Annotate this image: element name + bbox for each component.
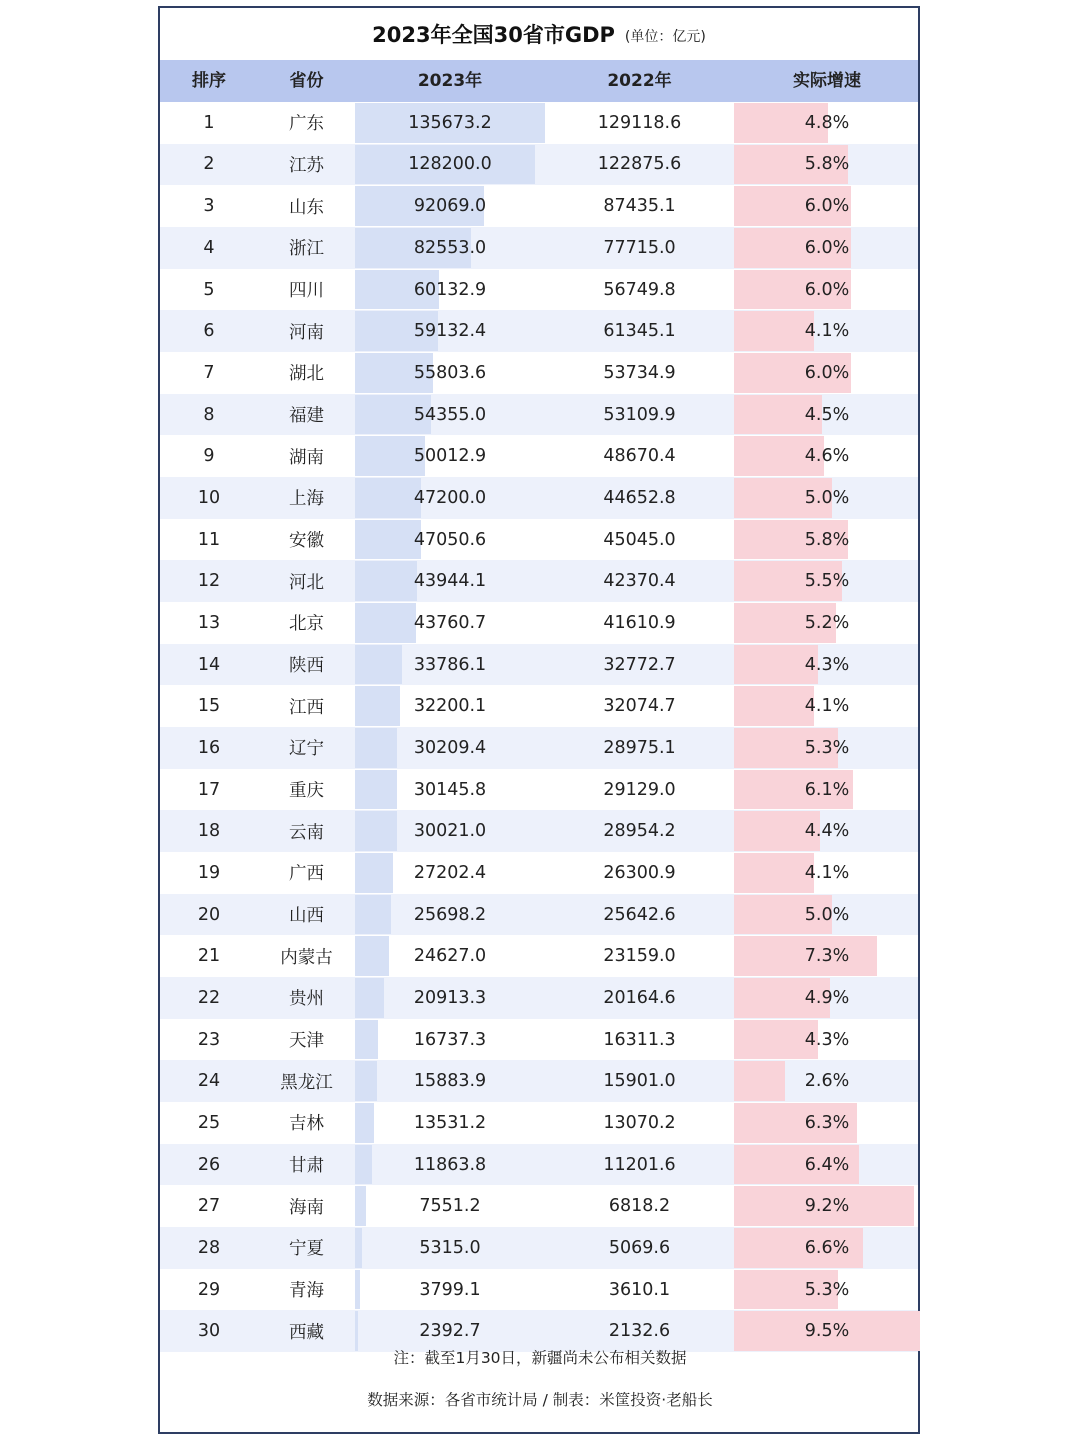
- rank-cell: 30: [197, 1321, 221, 1342]
- table-row: [160, 227, 918, 269]
- growth-cell: 5.3%: [804, 737, 850, 758]
- gdp-2023-cell: 32200.1: [413, 696, 487, 717]
- growth-cell: 6.3%: [804, 1112, 850, 1133]
- rank-cell: 15: [197, 696, 221, 717]
- gdp-2022-cell: 122875.6: [597, 154, 682, 175]
- gdp-2022-cell: 15901.0: [603, 1071, 676, 1092]
- growth-cell: 5.0%: [804, 487, 850, 508]
- table-row: [160, 644, 918, 686]
- gdp-2023-cell: 7551.2: [419, 1196, 481, 1217]
- table-title: 2023年全国30省市GDP: [372, 23, 615, 47]
- gdp-2023-cell: 30145.8: [413, 779, 487, 800]
- province-cell: 内蒙古: [280, 947, 333, 968]
- table-row: [160, 894, 918, 936]
- province-cell: 江西: [289, 697, 324, 718]
- gdp-2023-cell: 11863.8: [413, 1154, 487, 1175]
- province-cell: 重庆: [289, 781, 324, 802]
- table-row: [160, 1144, 918, 1186]
- growth-cell: 4.8%: [804, 112, 850, 133]
- gdp-2022-cell: 45045.0: [603, 529, 676, 550]
- table-row: [160, 352, 918, 394]
- gdp-2023-cell: 30021.0: [413, 821, 487, 842]
- table-row: [160, 977, 918, 1019]
- rank-cell: 17: [197, 779, 221, 800]
- province-cell: 西藏: [289, 1322, 324, 1343]
- growth-cell: 6.6%: [804, 1237, 850, 1258]
- table-unit: (单位：亿元): [624, 29, 706, 45]
- gdp-2022-cell: 42370.4: [603, 571, 676, 592]
- gdp-2023-cell: 47050.6: [413, 529, 487, 550]
- gdp-2022-cell: 87435.1: [603, 196, 676, 217]
- rank-cell: 1: [203, 112, 215, 133]
- gdp-2023-cell: 60132.9: [413, 279, 487, 300]
- growth-cell: 2.6%: [804, 1071, 850, 1092]
- growth-cell: 6.1%: [804, 779, 850, 800]
- rank-cell: 20: [197, 904, 221, 925]
- rank-cell: 16: [197, 737, 221, 758]
- table-row: [160, 435, 918, 477]
- gdp-2022-cell: 41610.9: [603, 612, 676, 633]
- province-cell: 青海: [289, 1281, 324, 1302]
- province-cell: 甘肃: [289, 1156, 324, 1177]
- province-cell: 广东: [289, 114, 324, 135]
- rank-cell: 19: [197, 862, 221, 883]
- province-cell: 广西: [289, 864, 324, 885]
- table-row: [160, 1060, 918, 1102]
- table-row: [160, 185, 918, 227]
- header-rank: 排序: [192, 71, 226, 91]
- gdp-2023-cell: 27202.4: [413, 862, 487, 883]
- growth-cell: 5.0%: [804, 904, 850, 925]
- rank-cell: 18: [197, 821, 221, 842]
- gdp-2023-cell: 20913.3: [413, 987, 487, 1008]
- rank-cell: 10: [197, 487, 221, 508]
- table-row: [160, 602, 918, 644]
- gdp-2023-cell: 30209.4: [413, 737, 487, 758]
- footnote: 注：截至1月30日，新疆尚未公布相关数据: [393, 1349, 687, 1367]
- rank-cell: 4: [203, 237, 215, 258]
- growth-cell: 4.1%: [804, 862, 850, 883]
- province-cell: 山西: [289, 906, 324, 927]
- growth-cell: 5.8%: [804, 529, 850, 550]
- rank-cell: 26: [197, 1154, 221, 1175]
- gdp-2022-cell: 32772.7: [603, 654, 676, 675]
- gdp-2022-cell: 5069.6: [608, 1237, 671, 1258]
- rank-cell: 11: [197, 529, 221, 550]
- rank-cell: 13: [197, 612, 221, 633]
- gdp-2022-cell: 61345.1: [603, 321, 676, 342]
- rank-cell: 9: [203, 446, 215, 467]
- growth-cell: 5.3%: [804, 1279, 850, 1300]
- table-row: [160, 1227, 918, 1269]
- gdp-2022-cell: 44652.8: [603, 487, 676, 508]
- table-row: [160, 269, 918, 311]
- gdp-2023-cell: 43944.1: [413, 571, 487, 592]
- rank-cell: 23: [197, 1029, 221, 1050]
- province-cell: 安徽: [289, 531, 324, 552]
- province-cell: 天津: [289, 1031, 324, 1052]
- gdp-2022-cell: 6818.2: [608, 1196, 671, 1217]
- table-row: [160, 519, 918, 561]
- gdp-2023-cell: 55803.6: [413, 362, 487, 383]
- gdp-2023-cell: 82553.0: [413, 237, 487, 258]
- gdp-2022-cell: 23159.0: [603, 946, 676, 967]
- rank-cell: 3: [203, 196, 215, 217]
- province-cell: 黑龙江: [280, 1072, 333, 1093]
- growth-cell: 9.5%: [804, 1321, 850, 1342]
- gdp-2022-cell: 20164.6: [603, 987, 676, 1008]
- growth-cell: 5.5%: [804, 571, 850, 592]
- gdp-2023-cell: 3799.1: [419, 1279, 481, 1300]
- table-row: [160, 144, 918, 186]
- table-row: [160, 852, 918, 894]
- rank-cell: 2: [203, 154, 215, 175]
- table-row: [160, 685, 918, 727]
- gdp-2023-cell: 47200.0: [413, 487, 487, 508]
- gdp-2022-cell: 32074.7: [603, 696, 676, 717]
- gdp-2022-cell: 53109.9: [603, 404, 676, 425]
- header-gdp-2022: 2022年: [607, 71, 672, 91]
- rank-cell: 8: [203, 404, 215, 425]
- table-row: [160, 1269, 918, 1311]
- gdp-2022-cell: 26300.9: [603, 862, 676, 883]
- province-cell: 福建: [289, 406, 324, 427]
- header-province: 省份: [289, 71, 324, 91]
- growth-cell: 9.2%: [804, 1196, 850, 1217]
- province-cell: 浙江: [289, 239, 324, 260]
- gdp-2022-cell: 2132.6: [608, 1321, 671, 1342]
- rank-cell: 29: [197, 1279, 221, 1300]
- gdp-2023-cell: 43760.7: [413, 612, 487, 633]
- gdp-2022-cell: 11201.6: [603, 1154, 676, 1175]
- gdp-2023-cell: 92069.0: [413, 196, 487, 217]
- province-cell: 宁夏: [289, 1239, 324, 1260]
- province-cell: 河南: [289, 322, 324, 343]
- growth-cell: 4.4%: [804, 821, 850, 842]
- growth-cell: 4.6%: [804, 446, 850, 467]
- rank-cell: 12: [197, 571, 221, 592]
- gdp-2023-cell: 16737.3: [413, 1029, 487, 1050]
- gdp-2023-cell: 128200.0: [408, 154, 492, 175]
- rank-cell: 21: [197, 946, 221, 967]
- table-row: [160, 727, 918, 769]
- table-row: [160, 102, 918, 144]
- gdp-2023-cell: 59132.4: [413, 321, 487, 342]
- province-cell: 海南: [289, 1197, 324, 1218]
- rank-cell: 27: [197, 1196, 221, 1217]
- gdp-2023-cell: 13531.2: [413, 1112, 487, 1133]
- gdp-2023-cell: 135673.2: [408, 112, 492, 133]
- province-cell: 上海: [289, 489, 324, 510]
- data-source: 数据来源：各省市统计局 / 制表：米筐投资·老船长: [367, 1391, 713, 1409]
- gdp-2022-cell: 3610.1: [608, 1279, 671, 1300]
- table-row: [160, 1185, 918, 1227]
- gdp-2023-cell: 33786.1: [413, 654, 487, 675]
- table-title-bar: [160, 8, 918, 60]
- province-cell: 北京: [289, 614, 324, 635]
- growth-cell: 6.0%: [804, 237, 850, 258]
- province-cell: 四川: [289, 281, 324, 301]
- province-cell: 河北: [289, 572, 324, 593]
- province-cell: 山东: [289, 197, 324, 218]
- table-header: [160, 60, 918, 102]
- province-cell: 湖北: [289, 364, 324, 385]
- gdp-2022-cell: 29129.0: [603, 779, 676, 800]
- table-row: [160, 769, 918, 811]
- growth-cell: 6.4%: [804, 1154, 850, 1175]
- table-row: [160, 310, 918, 352]
- gdp-2022-cell: 77715.0: [603, 237, 676, 258]
- province-cell: 陕西: [289, 656, 324, 677]
- table-row: [160, 935, 918, 977]
- rank-cell: 7: [203, 362, 215, 383]
- rank-cell: 14: [197, 654, 221, 675]
- province-cell: 湖南: [289, 447, 324, 468]
- gdp-2023-cell: 2392.7: [419, 1321, 481, 1342]
- gdp-2023-cell: 24627.0: [413, 946, 487, 967]
- province-cell: 江苏: [289, 155, 324, 176]
- gdp-2022-cell: 13070.2: [603, 1112, 676, 1133]
- rank-cell: 22: [197, 987, 221, 1008]
- growth-cell: 4.9%: [804, 987, 850, 1008]
- growth-cell: 4.3%: [804, 654, 850, 675]
- gdp-2022-cell: 53734.9: [603, 362, 676, 383]
- gdp-2023-cell: 5315.0: [419, 1237, 481, 1258]
- rank-cell: 25: [197, 1112, 221, 1133]
- gdp-2022-cell: 28954.2: [603, 821, 676, 842]
- table-row: [160, 1102, 918, 1144]
- growth-cell: 5.2%: [804, 612, 850, 633]
- table-row: [160, 394, 918, 436]
- growth-cell: 4.1%: [804, 696, 850, 717]
- rank-cell: 5: [203, 279, 215, 300]
- growth-cell: 6.0%: [804, 279, 850, 300]
- gdp-2022-cell: 129118.6: [597, 112, 682, 133]
- province-cell: 吉林: [289, 1114, 324, 1135]
- growth-cell: 7.3%: [804, 946, 850, 967]
- header-gdp-2023: 2023年: [417, 71, 483, 91]
- growth-cell: 4.1%: [804, 321, 850, 342]
- growth-cell: 4.5%: [804, 404, 850, 425]
- gdp-2023-cell: 50012.9: [413, 446, 487, 467]
- growth-cell: 5.8%: [804, 154, 850, 175]
- table-row: [160, 560, 918, 602]
- gdp-2022-cell: 25642.6: [603, 904, 676, 925]
- gdp-2022-cell: 16311.3: [603, 1029, 676, 1050]
- rank-cell: 24: [197, 1071, 221, 1092]
- rank-cell: 28: [197, 1237, 221, 1258]
- gdp-2022-cell: 48670.4: [603, 446, 676, 467]
- table-row: [160, 477, 918, 519]
- province-cell: 云南: [289, 822, 324, 843]
- growth-cell: 4.3%: [804, 1029, 850, 1050]
- table-row: [160, 810, 918, 852]
- growth-cell: 6.0%: [804, 196, 850, 217]
- gdp-2023-cell: 25698.2: [413, 904, 487, 925]
- gdp-2022-cell: 56749.8: [603, 279, 676, 300]
- table-frame: [158, 6, 920, 1434]
- table-row: [160, 1019, 918, 1061]
- province-cell: 辽宁: [289, 739, 324, 760]
- gdp-2023-cell: 54355.0: [413, 404, 487, 425]
- gdp-2023-cell: 15883.9: [413, 1071, 487, 1092]
- gdp-2022-cell: 28975.1: [603, 737, 676, 758]
- province-cell: 贵州: [289, 989, 324, 1010]
- header-growth: 实际增速: [793, 71, 861, 91]
- rank-cell: 6: [203, 321, 215, 342]
- growth-cell: 6.0%: [804, 362, 850, 383]
